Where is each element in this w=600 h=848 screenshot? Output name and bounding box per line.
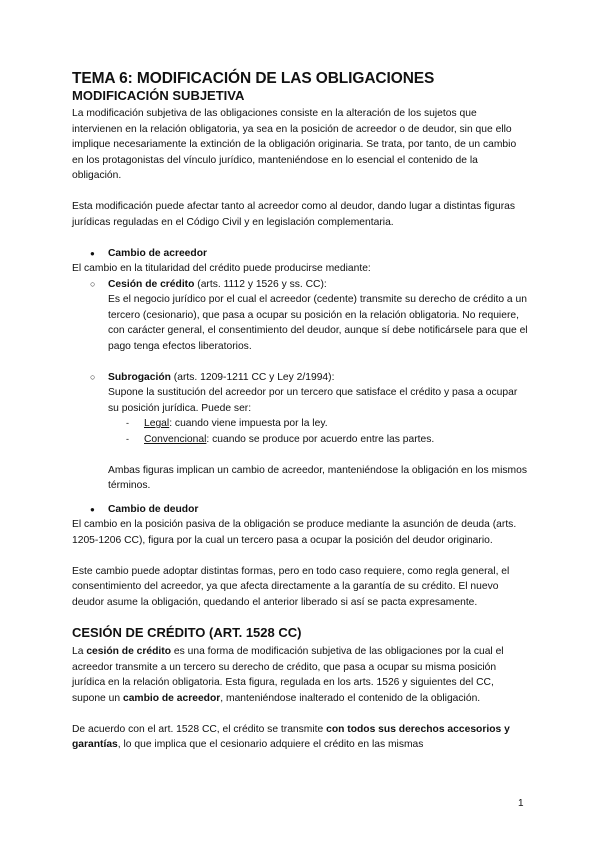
bullet-icon: ● bbox=[90, 504, 95, 514]
dash-item-convencional bbox=[126, 432, 528, 448]
bullet-icon: ● bbox=[90, 248, 95, 258]
bullet-heading: Cambio de acreedor bbox=[108, 247, 207, 259]
subrogacion-text: Supone la sustitución del acreedor por un tercero que satisface el crédito y pasa a ocupar su posición jurídica. Puede ser: bbox=[108, 387, 518, 414]
section-heading-modificacion-subjetiva: MODIFICACIÓN SUBJETIVA bbox=[72, 88, 245, 103]
circle-bullet-icon: ○ bbox=[90, 371, 96, 382]
cesion-paragraph-1: La cesión de crédito es una forma de modificación subjetiva de las obligaciones por la cual el acreedor transmite a un tercero su derecho de crédito, que pasa a ocupar su misma posición jurídica en la relación obligatoria. Esta figura, regulada en los arts. 1526 y siguientes del CC, supone un cambio de acreedor, manteniéndose inalterado el contenido de la obligación. bbox=[72, 646, 504, 704]
legal-text: : cuando viene impuesta por la ley. bbox=[169, 418, 328, 429]
cesion-paragraph-2: De acuerdo con el art. 1528 CC, el crédito se transmite con todos sus derechos accesorios y garantías, lo que implica que el cesionario adquiere el crédito en las mismas bbox=[72, 723, 510, 750]
ambas-figuras-text: Ambas figuras implican un cambio de acreedor, manteniéndose la obligación en los mismos términos. bbox=[108, 464, 527, 491]
deudor-paragraph-2: Este cambio puede adoptar distintas formas, pero en todo caso requiere, como regla general, el consentimiento del acreedor, ya que afecta directamente a la garantía de su crédito. El nuevo deudor asume la obligación, quedando el anterior liberado si así se pacta expresamente. bbox=[72, 565, 510, 608]
document-page bbox=[72, 70, 528, 753]
subrogacion-ref: (arts. 1209-1211 CC y Ley 2/1994): bbox=[170, 371, 335, 383]
dash-icon: - bbox=[126, 418, 129, 428]
document-title: TEMA 6: MODIFICACIÓN DE LAS OBLIGACIONES bbox=[72, 70, 435, 87]
intro-paragraph-1: La modificación subjetiva de las obligaciones consiste en la alteración de los sujetos que intervienen en la relación obligatoria, ya sea en la posición de acreedor o de deudor, sin que ello implique necesariamente la extinción de la obligación originaria. Se trata, por tanto, de un cambio en los protagonistas del vínculo jurídico, manteniéndose en lo esencial el contenido de la obligación. bbox=[72, 108, 517, 181]
cesion-title: Cesión de crédito bbox=[108, 278, 195, 290]
legal-label: Legal bbox=[144, 418, 170, 429]
dash-icon: - bbox=[126, 433, 129, 444]
bullet-cambio-acreedor bbox=[90, 246, 528, 262]
convencional-text: : cuando se produce por acuerdo entre las partes. bbox=[206, 433, 435, 445]
cesion-ref: (arts. 1112 y 1526 y ss. CC): bbox=[194, 278, 327, 290]
acreedor-lead: El cambio en la titularidad del crédito puede producirse mediante: bbox=[72, 263, 371, 274]
section-heading-cesion-credito: CESIÓN DE CRÉDITO (ART. 1528 CC) bbox=[72, 625, 302, 640]
cesion-text: Es el negocio jurídico por el cual el acreedor (cedente) transmite su derecho de crédito a un tercero (cesionario), que pasa a ocupar su posición en la relación obligatoria. No requiere, con carácter general, el consentimiento del deudor, aunque sí debe notificársele para que el pago tenga efectos liberatorios. bbox=[108, 294, 528, 352]
sub-bullet-subrogacion bbox=[90, 370, 528, 494]
bullet-heading: Cambio de deudor bbox=[108, 503, 199, 515]
deudor-paragraph-1: El cambio en la posición pasiva de la obligación se produce mediante la asunción de deuda (arts. 1205-1206 CC), figura por la cual un tercero pasa a ocupar la posición del deudor originario. bbox=[72, 519, 517, 546]
page-number: 1 bbox=[518, 798, 524, 809]
circle-bullet-icon: ○ bbox=[90, 278, 96, 289]
convencional-label: Convencional bbox=[144, 433, 207, 445]
bullet-cambio-deudor bbox=[90, 502, 528, 518]
dash-item-legal bbox=[126, 416, 528, 432]
sub-bullet-cesion bbox=[90, 277, 528, 355]
intro-paragraph-2: Esta modificación puede afectar tanto al acreedor como al deudor, dando lugar a distintas figuras jurídicas reguladas en el Código Civil y en legislación complementaria. bbox=[72, 201, 516, 228]
subrogacion-title: Subrogación bbox=[108, 371, 171, 383]
